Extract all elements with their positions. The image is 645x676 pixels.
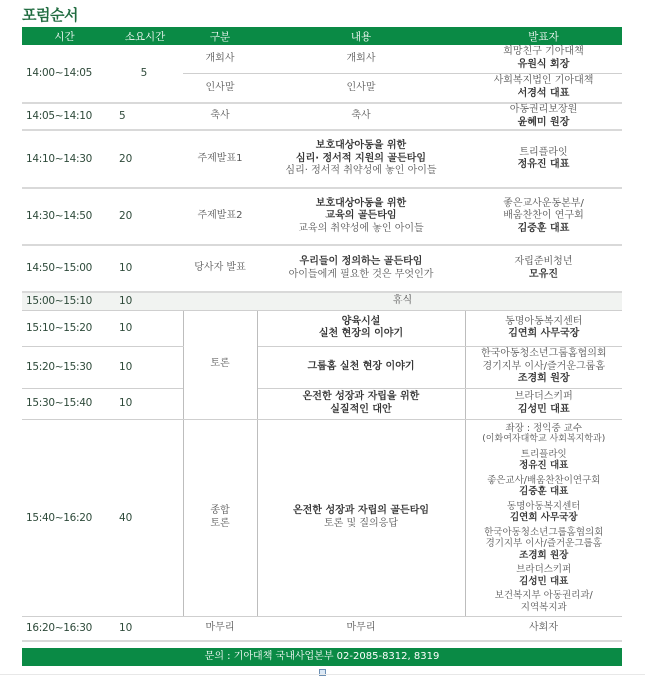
- presenter-org: 좋은교사운동본부/: [503, 197, 584, 209]
- member-org: 보건복지부 아동권리과/: [494, 590, 593, 601]
- panel-cell: [465, 419, 622, 617]
- category-label: 토론: [210, 517, 230, 529]
- category-cell: 당사자 발표: [183, 245, 257, 292]
- table-header-row: [22, 27, 622, 45]
- break-row: [22, 292, 622, 310]
- table-row: [22, 617, 622, 641]
- presenter-org: 트리플라잇: [519, 146, 568, 158]
- member-name: 김중훈 대표: [519, 486, 569, 497]
- member-org: 트리플라잇: [520, 448, 567, 460]
- table-row: [22, 388, 622, 419]
- category-cell: 주제발표2: [183, 188, 257, 245]
- category-cell: 토론: [183, 310, 257, 419]
- time-cell: 16:20~16:30: [22, 617, 107, 641]
- presenter-name: 정유진 대표: [517, 159, 570, 170]
- header-time: 시간: [22, 27, 107, 45]
- break-label: 휴식: [183, 292, 622, 310]
- content-cell: 인사말: [257, 73, 465, 103]
- panel-member: [468, 475, 621, 498]
- content-subtitle: 아이들에게 필요한 것은 무엇인가: [288, 268, 434, 280]
- panel-member: [468, 527, 621, 562]
- presenter-cell: [465, 73, 622, 103]
- panel-member: [468, 564, 621, 587]
- category-cell: 인사말: [183, 73, 257, 103]
- duration-cell: 10: [107, 617, 183, 641]
- content-cell: 축사: [257, 103, 465, 130]
- presenter-name: 김연희 사무국장: [508, 328, 580, 339]
- content-title: 심리· 정서적 지원의 골든타임: [295, 152, 427, 164]
- time-cell: 14:00~14:05: [22, 45, 107, 103]
- presenter-org: 동명아동복지센터: [505, 315, 583, 327]
- content-subtitle: 교육의 취약성에 놓인 아이들: [298, 222, 424, 234]
- time-cell: 14:10~14:30: [22, 130, 107, 188]
- category-cell: 축사: [183, 103, 257, 130]
- content-title: 양육시설: [341, 315, 381, 327]
- header-category: 구분: [183, 27, 257, 45]
- presenter-cell: 사회자: [465, 617, 622, 641]
- content-cell: [257, 419, 465, 617]
- content-cell: [257, 130, 465, 188]
- presenter-cell: [465, 45, 622, 73]
- table-row: [22, 130, 622, 188]
- table-row: [22, 310, 622, 346]
- content-title: 그룹홈 실천 현장 이야기: [307, 360, 415, 372]
- content-cell: 개회사: [257, 45, 465, 73]
- time-cell: 15:20~15:30: [22, 346, 107, 388]
- schedule-table: [22, 27, 622, 642]
- member-org: 좋은교사/배움찬찬이연구회: [487, 474, 601, 486]
- member-name: 김성민 대표: [519, 575, 569, 587]
- content-title: 온전한 성장과 자립의 골든타임: [292, 505, 430, 517]
- presenter-cell: [465, 103, 622, 130]
- presenter-org: 사회복지법인 기아대책: [493, 75, 594, 87]
- duration-cell: 20: [107, 188, 183, 245]
- time-cell: 14:30~14:50: [22, 188, 107, 245]
- content-title: 보호대상아동을 위한: [315, 197, 407, 209]
- category-label: 종합: [210, 505, 230, 517]
- presenter-name: 김성민 대표: [517, 403, 570, 415]
- time-cell: 15:00~15:10: [22, 292, 107, 310]
- content-cell: [257, 388, 465, 419]
- member-org: 지역복지과: [520, 601, 567, 613]
- category-cell: 개회사: [183, 45, 257, 73]
- member-org: 브라더스키퍼: [516, 564, 572, 575]
- table-row: [22, 188, 622, 245]
- duration-cell: 10: [107, 346, 183, 388]
- presenter-org: 배움찬찬이 연구회: [503, 210, 584, 222]
- panel-chair: [468, 423, 621, 446]
- member-name: 김연희 사무국장: [509, 512, 578, 523]
- content-title: 교육의 골든타임: [325, 210, 397, 222]
- panel-member: [468, 501, 621, 524]
- category-cell: [183, 419, 257, 617]
- table-row: [22, 419, 622, 617]
- presenter-org: 아동권리보장원: [509, 104, 578, 115]
- header-presenter: 발표자: [465, 27, 622, 45]
- presenter-cell: [465, 388, 622, 419]
- duration-cell: 5: [107, 45, 183, 103]
- category-cell: 마무리: [183, 617, 257, 641]
- content-title: 보호대상아동을 위한: [315, 140, 407, 152]
- content-cell: 마무리: [257, 617, 465, 641]
- presenter-org: 경기지부 이사/즐거운그룹홈: [482, 360, 605, 372]
- duration-cell: 10: [107, 292, 183, 310]
- presenter-name: 유원식 회장: [517, 58, 570, 70]
- content-cell: [257, 188, 465, 245]
- member-org: 동명아동복지센터: [507, 500, 581, 512]
- time-cell: 14:50~15:00: [22, 245, 107, 292]
- chair-name: 좌장 : 정익중 교수: [505, 422, 582, 434]
- header-content: 내용: [257, 27, 465, 45]
- panel-member: [468, 449, 621, 472]
- content-cell: [257, 346, 465, 388]
- table-row: [22, 346, 622, 388]
- content-title: 온전한 성장과 자립을 위한: [302, 391, 420, 402]
- member-org: 한국아동청소년그룹홈협의회: [484, 526, 604, 538]
- time-cell: 15:30~15:40: [22, 388, 107, 419]
- content-cell: [257, 245, 465, 292]
- panel-member: [468, 590, 621, 613]
- chair-affiliation: (이화여자대학교 사회복지학과): [482, 434, 606, 444]
- contact-footer: 문의 : 기아대책 국내사업본부 02-2085-8312, 8319: [22, 648, 622, 666]
- content-title: 실질적인 대안: [330, 403, 392, 415]
- presenter-cell: [465, 310, 622, 346]
- duration-cell: 5: [107, 103, 183, 130]
- presenter-org: 희망친구 기아대책: [503, 46, 584, 58]
- duration-cell: 10: [107, 245, 183, 292]
- presenter-name: 조경희 원장: [517, 373, 570, 385]
- presenter-cell: [465, 188, 622, 245]
- member-name: 조경희 원장: [519, 549, 569, 561]
- table-row: [22, 45, 622, 73]
- presenter-cell: [465, 245, 622, 292]
- content-subtitle: 토론 및 질의응답: [324, 517, 398, 529]
- presenter-org: 자립준비청년: [514, 256, 573, 267]
- presenter-name: 김중훈 대표: [517, 222, 570, 234]
- content-title: 우리들이 정의하는 골든타임: [299, 256, 423, 267]
- presenter-name: 모유진: [529, 268, 558, 280]
- presenter-cell: [465, 130, 622, 188]
- member-name: 정유진 대표: [519, 460, 569, 471]
- presenter-name: 윤혜미 원장: [517, 116, 570, 128]
- presenter-cell: [465, 346, 622, 388]
- duration-cell: 20: [107, 130, 183, 188]
- page-title: 포럼순서: [22, 6, 78, 24]
- duration-cell: 40: [107, 419, 183, 617]
- time-cell: 15:40~16:20: [22, 419, 107, 617]
- category-cell: 주제발표1: [183, 130, 257, 188]
- presenter-org: 브라더스키퍼: [514, 391, 573, 402]
- time-cell: 14:05~14:10: [22, 103, 107, 130]
- presenter-name: 서경석 대표: [517, 87, 570, 99]
- content-cell: [257, 310, 465, 346]
- member-org: 경기지부 이사/즐거운그룹홈: [485, 538, 602, 549]
- table-row: [22, 103, 622, 130]
- time-cell: 15:10~15:20: [22, 310, 107, 346]
- table-row: [22, 245, 622, 292]
- presenter-org: 한국아동청소년그룹홈협의회: [480, 348, 607, 360]
- header-duration: 소요시간: [107, 27, 183, 45]
- content-subtitle: 심리· 정서적 취약성에 놓인 아이들: [285, 165, 437, 177]
- content-title: 실천 현장의 이야기: [318, 328, 404, 339]
- duration-cell: 10: [107, 310, 183, 346]
- duration-cell: 10: [107, 388, 183, 419]
